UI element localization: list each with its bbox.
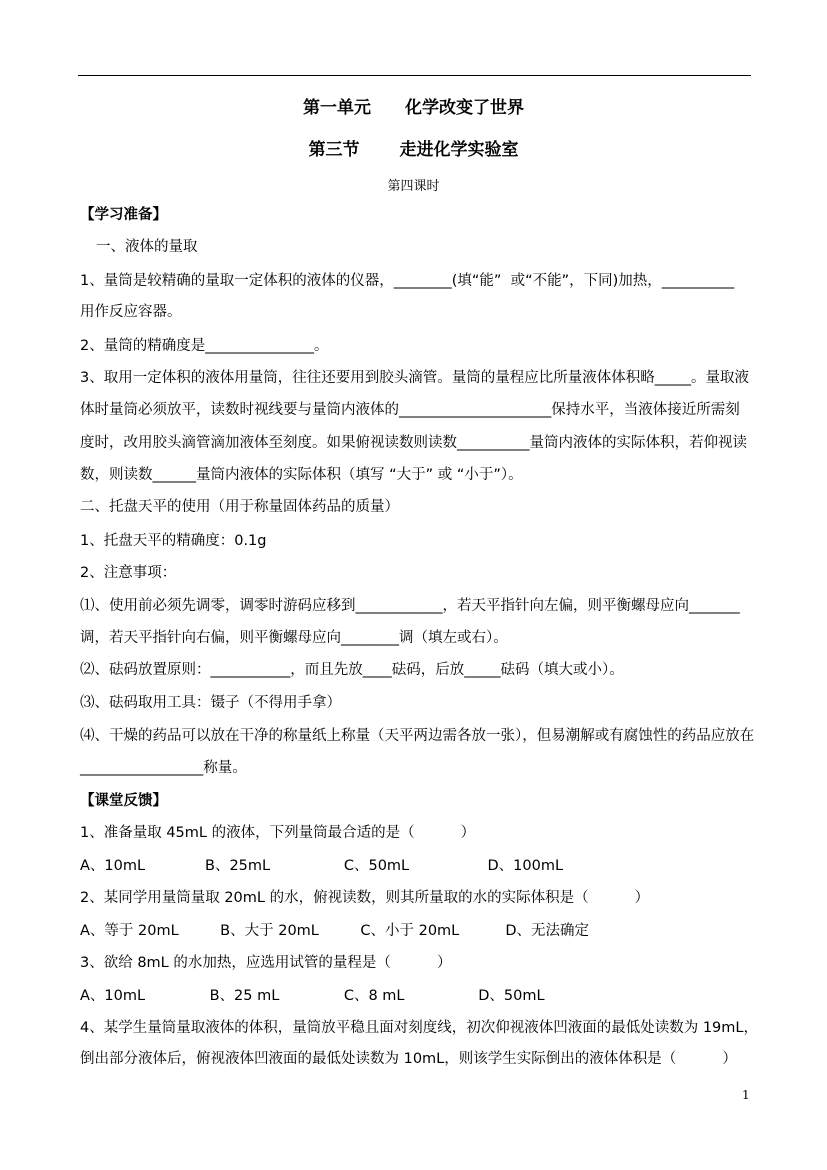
prep-line: 体时量筒必须放平，读数时视线要与量筒内液体的_____________________保持水平，当液体接近所需刻: [80, 402, 740, 418]
feedback-line: 4、某学生量筒量取液体的体积，量筒放平稳且面对刻度线，初次仰视液体凹液面的最低处读数为 19mL，: [80, 1020, 758, 1036]
part1-heading: 一、液体的量取: [96, 239, 198, 255]
prep-line: 数，则读数______量筒内液体的实际体积（填写 “大于” 或 “小于”）。: [80, 467, 523, 483]
prep-line: 2、量筒的精确度是_______________。: [80, 338, 329, 354]
section-title: 第三节 走进化学实验室: [308, 140, 519, 160]
prep-line: 用作反应容器。: [80, 304, 182, 320]
feedback-heading: 【课堂反馈】: [80, 793, 167, 809]
feedback-line: 倒出部分液体后，俯视液体凹液面的最低处读数为 10mL，则该学生实际倒出的液体体积是（ ）: [80, 1051, 737, 1067]
prep-line: 调，若天平指针向右偏，则平衡螺母应向________调（填左或右）。: [80, 630, 508, 646]
header-rule: [78, 75, 751, 76]
prep-line: 1、量筒是较精确的量取一定体积的液体的仪器，________(填“能” 或“不能”，下同)加热，__________: [80, 273, 735, 289]
prep-line: ⑵、砝码放置原则：___________，而且先放____砝码，后放_____砝码（填大或小）。: [80, 662, 624, 678]
prep-line: ⑴、使用前必须先调零，调零时游码应移到____________，若天平指针向左偏，则平衡螺母应向_______: [80, 598, 740, 614]
feedback-line: A、10mL B、25 mL C、8 mL D、50mL: [80, 988, 545, 1004]
prep-line: 度时，改用胶头滴管滴加液体至刻度。如果俯视读数则读数__________量筒内液体的实际体积，若仰视读: [80, 435, 747, 451]
prep-line: 二、托盘天平的使用（用于称量固体药品的质量）: [80, 499, 399, 515]
prep-line: 2、注意事项：: [80, 565, 177, 581]
page-number: 1: [742, 1088, 750, 1102]
feedback-line: 3、欲给 8mL 的水加热，应选用试管的量程是（ ）: [80, 955, 452, 971]
prep-heading: 【学习准备】: [80, 207, 167, 223]
lesson-label: 第四课时: [387, 179, 440, 194]
feedback-line: A、10mL B、25mL C、50mL D、100mL: [80, 858, 564, 874]
prep-line: 1、托盘天平的精确度：0.1g: [80, 533, 267, 549]
prep-line: _________________称量。: [80, 760, 247, 776]
feedback-line: A、等于 20mL B、大于 20mL C、小于 20mL D、无法确定: [80, 923, 589, 939]
feedback-line: 1、准备量取 45mL 的液体，下列量筒最合适的是（ ）: [80, 825, 476, 841]
unit-title: 第一单元 化学改变了世界: [303, 98, 524, 118]
prep-line: ⑶、砝码取用工具：镊子（不得用手拿）: [80, 695, 341, 711]
prep-line: 3、取用一定体积的液体用量筒，往往还要用到胶头滴管。量筒的量程应比所量液体体积略_____。量取液: [80, 370, 749, 386]
feedback-line: 2、某同学用量筒量取 20mL 的水，俯视读数，则其所量取的水的实际体积是（ ）: [80, 890, 650, 906]
prep-line: ⑷、干燥的药品可以放在干净的称量纸上称量（天平两边需各放一张），但易潮解或有腐蚀性的药品应放在: [80, 728, 755, 744]
